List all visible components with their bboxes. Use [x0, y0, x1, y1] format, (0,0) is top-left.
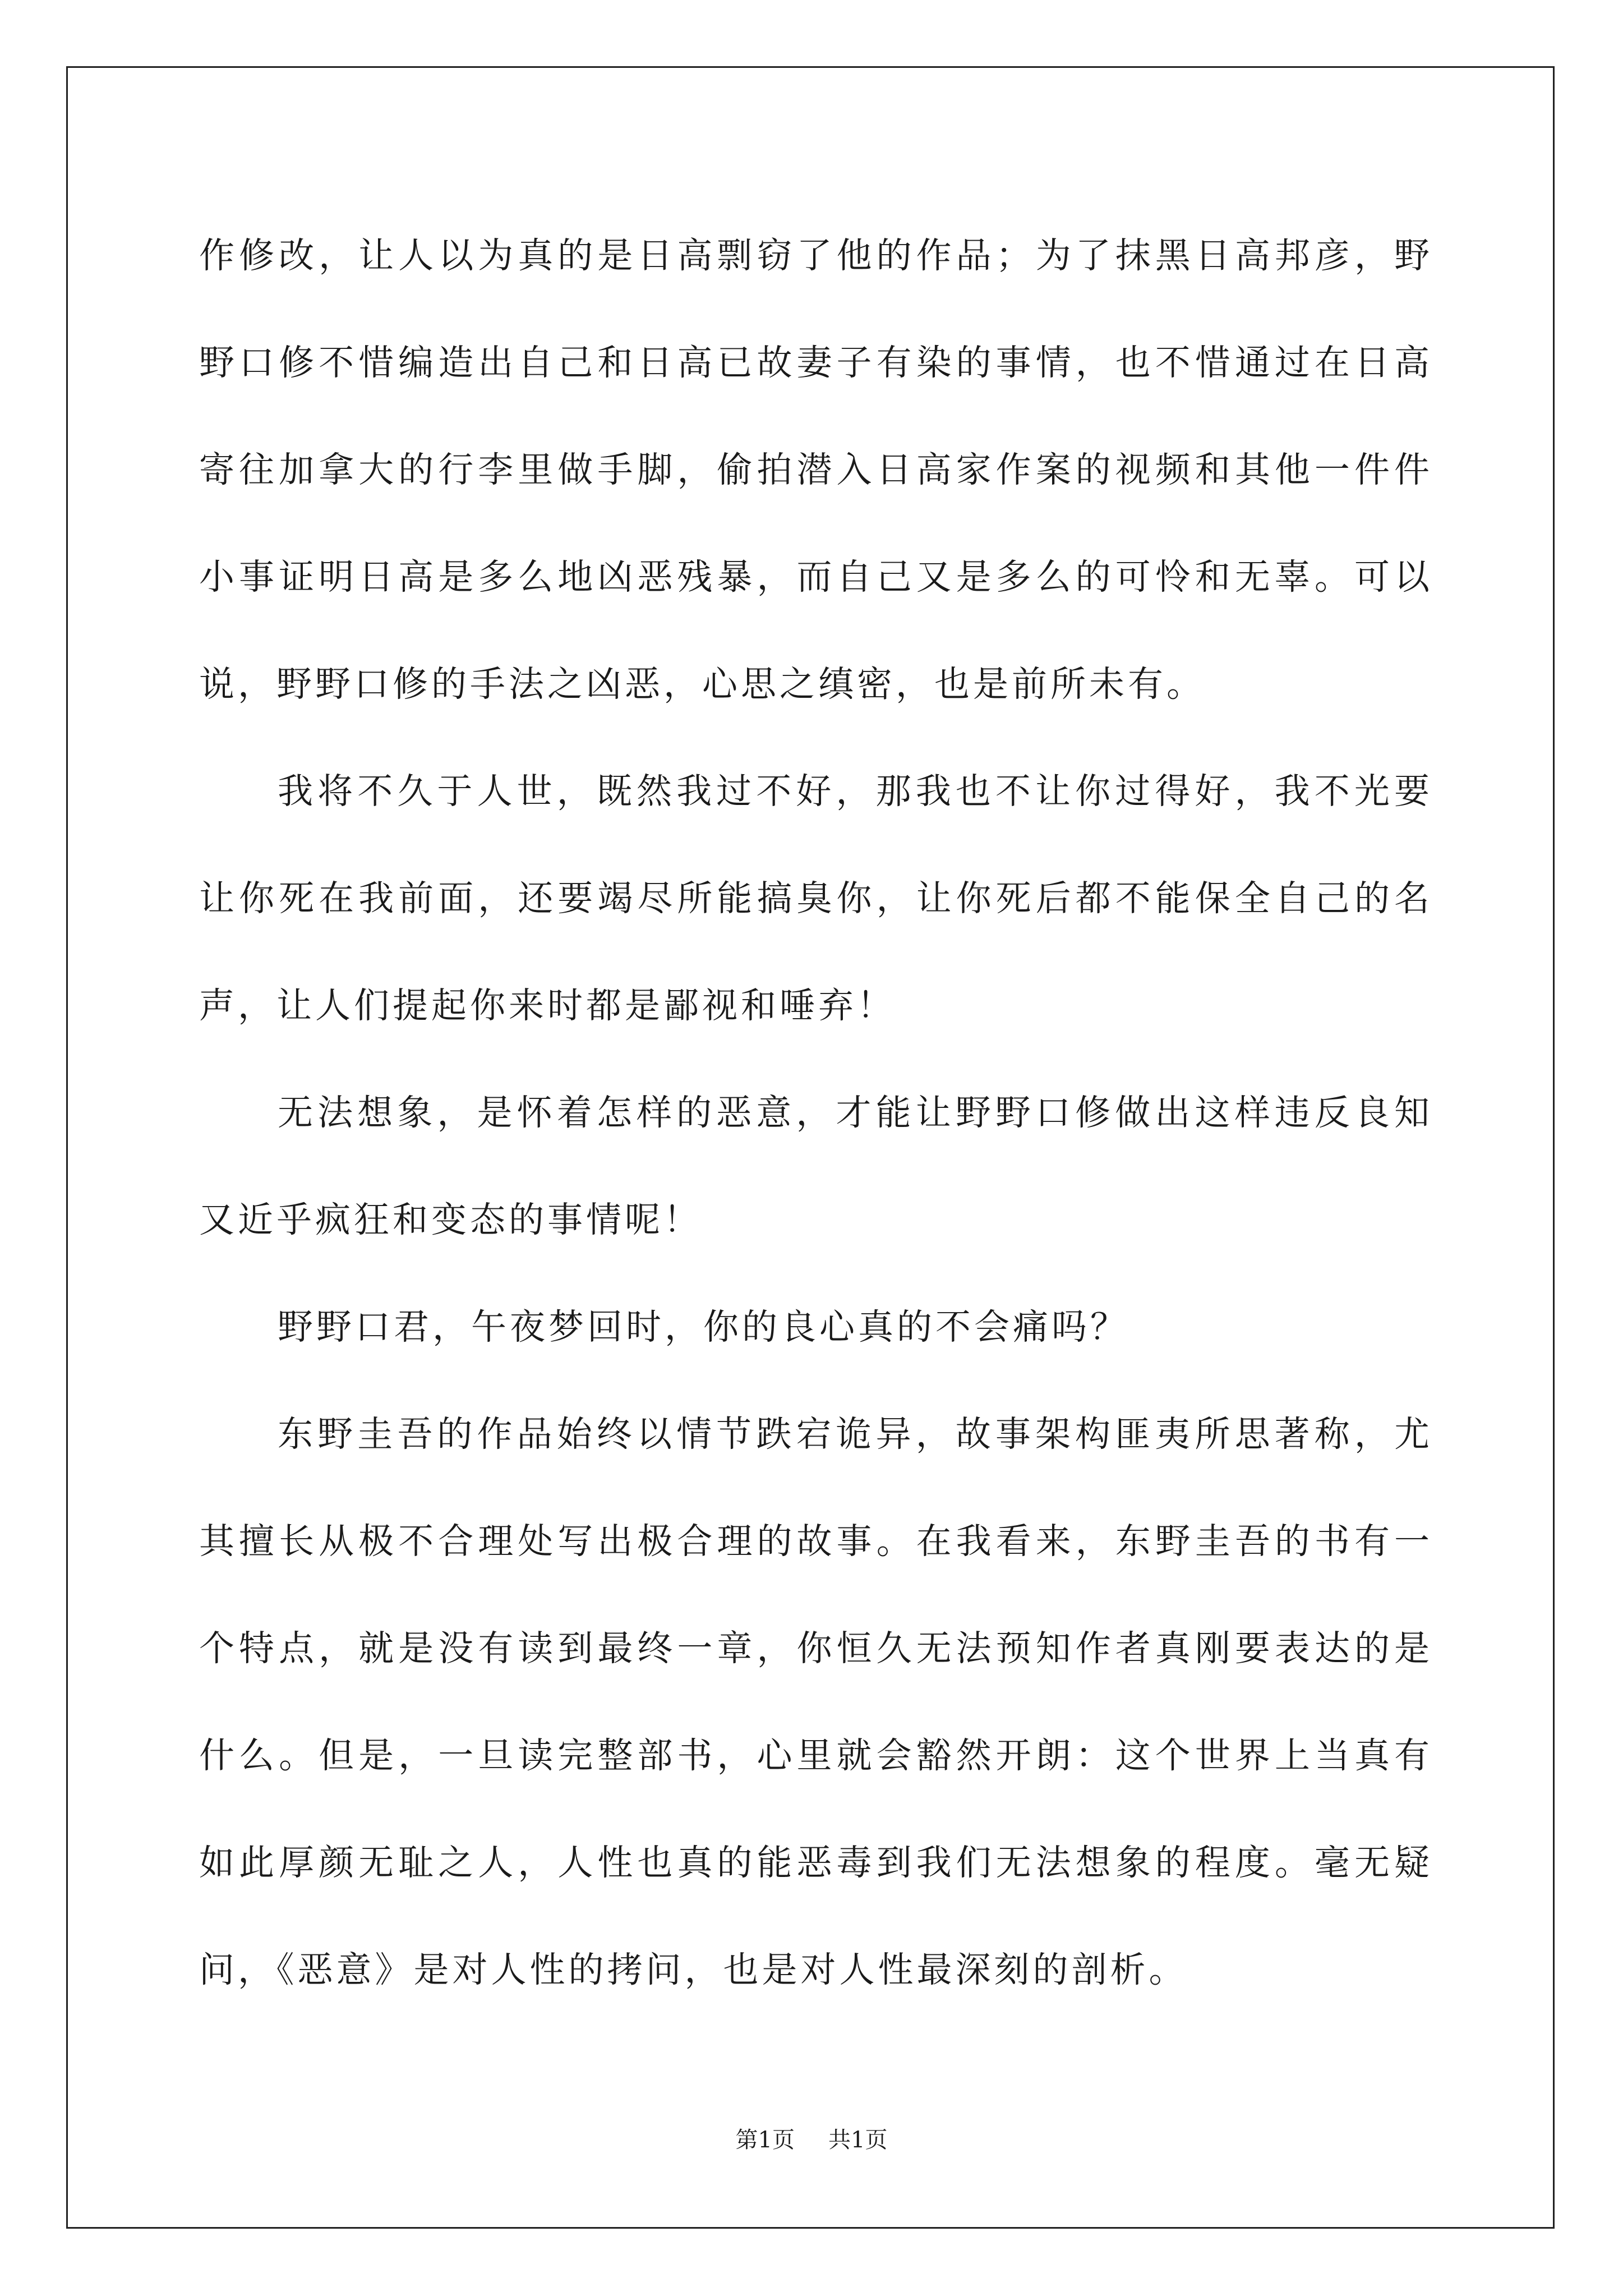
page-footer — [0, 2126, 1623, 2154]
paragraph-3: 无法想象，是怀着怎样的恶意，才能让野野口修做出这样违反良知又近乎疯狂和变态的事情呢！ — [199, 1092, 1433, 1240]
paragraph-2: 我将不久于人世，既然我过不好，那我也不让你过得好，我不光要让你死在我前面，还要竭尽所能搞臭你，让你死后都不能保全自己的名声，让人们提起你来时都是鄙视和唾弃！ — [199, 771, 1433, 1026]
paragraph-1: 作修改，让人以为真的是日高剽窃了他的作品；为了抹黑日高邦彦，野野口修不惜编造出自己和日高已故妻子有染的事情，也不惜通过在日高寄往加拿大的行李里做手脚，偷拍潜入日高家作案的视频和其他一件件小事证明日高是多么地凶恶残暴，而自己又是多么的可怜和无辜。可以说，野野口修的手法之凶恶，心思之缜密，也是前所未有。 — [199, 235, 1433, 705]
paragraph-5: 东野圭吾的作品始终以情节跌宕诡异，故事架构匪夷所思著称，尤其擅长从极不合理处写出极合理的故事。在我看来，东野圭吾的书有一个特点，就是没有读到最终一章，你恒久无法预知作者真刚要表达的是什么。但是，一旦读完整部书，心里就会豁然开朗：这个世界上当真有如此厚颜无耻之人，人性也真的能恶毒到我们无法想象的程度。毫无疑问，《恶意》是对人性的拷问，也是对人性最深刻的剖析。 — [199, 1414, 1433, 1990]
document-body — [199, 202, 1433, 2023]
paragraph-4: 野野口君，午夜梦回时，你的良心真的不会痛吗？ — [278, 1306, 1129, 1347]
page-total: 共1页 — [828, 2127, 888, 2153]
page-number: 第1页 — [735, 2127, 795, 2153]
